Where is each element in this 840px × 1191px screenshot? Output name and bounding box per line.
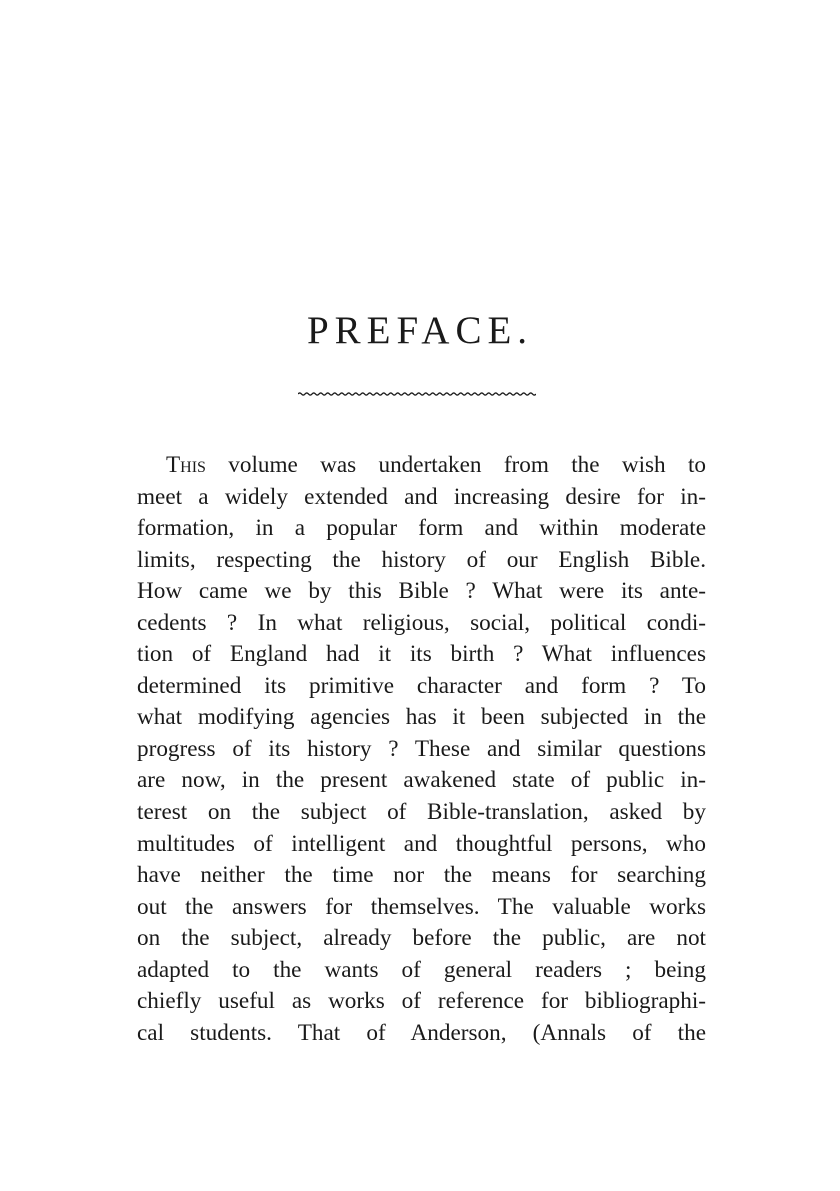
text-line: cal students. That of Anderson, (Annals of the [137, 1019, 706, 1046]
text-line: limits, respecting the history of our English Bible. [137, 546, 706, 573]
text-line: How came we by this Bible ? What were its ante- [137, 578, 706, 605]
text-line: tion of England had it its birth ? What influences [137, 641, 706, 668]
text-line: formation, in a popular form and within moderate [137, 515, 706, 542]
text-line: terest on the subject of Bible-translation, asked by [137, 799, 706, 826]
text-line: chiefly useful as works of reference for bibliographi- [137, 988, 706, 1015]
preface-body [137, 450, 706, 1049]
first-line-text: volume was undertaken from the wish to [205, 452, 706, 478]
text-line: what modifying agencies has it been subjected in the [137, 704, 706, 731]
wavy-rule-ornament [298, 388, 536, 400]
text-line: out the answers for themselves. The valuable works [137, 893, 706, 920]
text-line: meet a widely extended and increasing desire for in- [137, 483, 706, 510]
text-line: multitudes of intelligent and thoughtful persons, who [137, 830, 706, 857]
text-line: on the subject, already before the public, are not [137, 925, 706, 952]
page-title: PREFACE. [306, 309, 534, 352]
text-line: progress of its history ? These and similar questions [137, 735, 706, 762]
text-line: are now, in the present awakened state of public in- [137, 767, 706, 794]
paragraph-first-line [137, 450, 706, 482]
text-line: determined its primitive character and form ? To [137, 672, 706, 699]
drop-word: This [166, 452, 206, 478]
text-line: adapted to the wants of general readers ; being [137, 956, 706, 983]
text-line: have neither the time nor the means for searching [137, 862, 706, 889]
text-line: cedents ? In what religious, social, political condi- [137, 609, 706, 636]
